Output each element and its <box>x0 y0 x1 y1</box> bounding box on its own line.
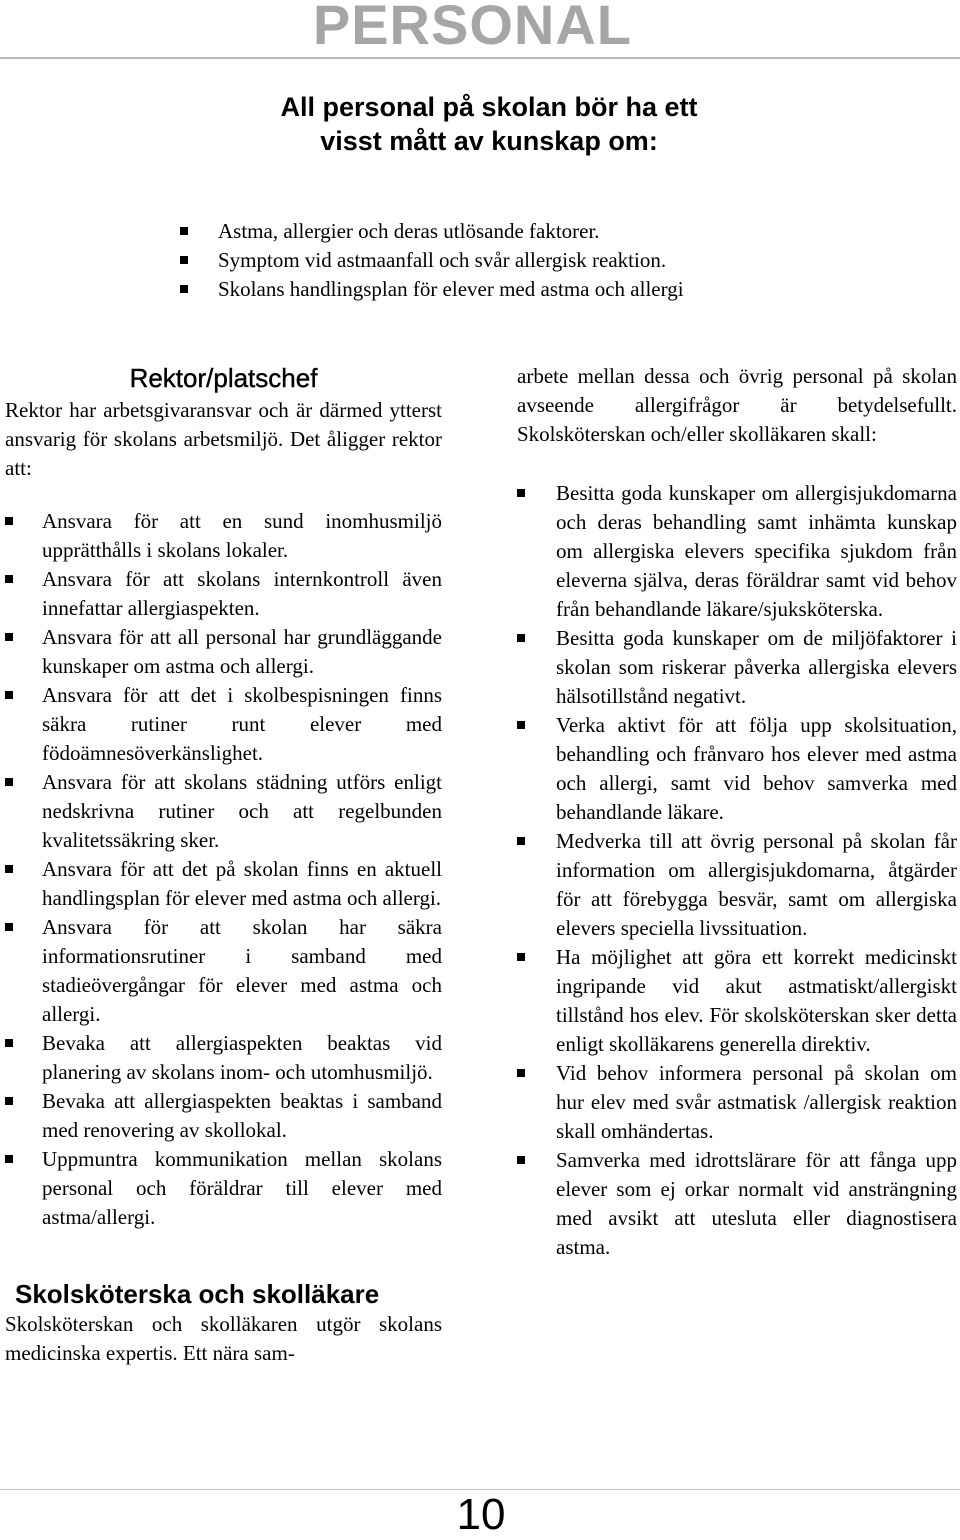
square-bullet-icon <box>517 721 525 729</box>
square-bullet-icon <box>5 575 13 583</box>
rektor-duties-list <box>5 507 442 1232</box>
list-item-text: Medverka till att övrig personal på skolan får information om allergisjukdomarna, åtgärder för att förebygga besvär, samt om allergiska elevers speciella livssituation. <box>556 829 957 940</box>
list-item <box>5 1029 442 1087</box>
list-item-text: Ansvara för att en sund inomhusmiljö upprätthålls i skolans lokaler. <box>42 509 442 562</box>
list-item-text: Ansvara för att skolans städning utförs enligt nedskrivna rutiner och att regelbunden kvalitetssäkring sker. <box>42 770 442 852</box>
list-item-text: Uppmuntra kommunikation mellan skolans personal och föräldrar till elever med astma/allergi. <box>42 1147 442 1229</box>
square-bullet-icon <box>5 633 13 641</box>
rektor-paragraph: Rektor har arbetsgivaransvar och är därmed ytterst ansvarig för skolans arbetsmiljö. Det åligger rektor att: <box>5 398 442 480</box>
list-item-text: Vid behov informera personal på skolan om hur elev med svår astmatisk /allergisk reaktion skall omhändertas. <box>556 1061 957 1143</box>
skolskoterska-duties-list <box>517 479 957 1262</box>
list-item <box>517 1146 957 1262</box>
page-title: PERSONAL <box>312 0 632 56</box>
square-bullet-icon <box>5 1039 13 1047</box>
square-bullet-icon <box>517 1069 525 1077</box>
square-bullet-icon <box>517 953 525 961</box>
list-item <box>517 711 957 827</box>
skolskoterska-heading: Skolsköterska och skolläkare <box>15 1279 380 1309</box>
skolskoterska-paragraph-start: Skolsköterskan och skolläkaren utgör skolans medicinska expertis. Ett nära sam- <box>5 1312 442 1365</box>
square-bullet-icon <box>180 227 188 235</box>
intro-heading <box>0 90 960 158</box>
list-item <box>5 507 442 565</box>
square-bullet-icon <box>517 1156 525 1164</box>
list-item-text: Skolans handlingsplan för elever med astma och allergi <box>218 277 684 301</box>
left-column <box>5 362 442 1368</box>
list-item <box>5 565 442 623</box>
list-item-text: Samverka med idrottslärare för att fånga upp elever som ej orkar normalt vid ansträngning med avsikt att utesluta eller diagnostisera astma. <box>556 1148 957 1259</box>
square-bullet-icon <box>5 865 13 873</box>
skolskoterska-paragraph-continued: arbete mellan dessa och övrig personal på skolan avseende allergifrågor är betydelsefullt. Skolsköterskan och/eller skolläkaren skall: <box>517 364 957 446</box>
list-item-text: Ha möjlighet att göra ett korrekt medicinskt ingripande vid akut astmatiskt/allergiskt tillstånd hos elev. För skolsköterskan sker detta enligt skolläkarens generella direktiv. <box>556 945 957 1056</box>
list-item-text: Verka aktivt för att följa upp skolsituation, behandling och frånvaro hos elever med astma och allergi, samt vid behov samverka med behandlande läkare. <box>556 713 957 824</box>
list-item-text: Bevaka att allergiaspekten beaktas i samband med renovering av skollokal. <box>42 1089 442 1142</box>
square-bullet-icon <box>5 778 13 786</box>
list-item <box>178 217 684 246</box>
header-rule <box>0 57 960 59</box>
list-item <box>5 623 442 681</box>
list-item-text: Besitta goda kunskaper om de miljöfaktorer i skolan som riskerar påverka allergiska elevers hälsotillstånd negativt. <box>556 626 957 708</box>
page-number: 10 <box>456 1490 506 1539</box>
intro-heading-line-2: visst mått av kunskap om: <box>320 126 658 156</box>
list-item-text: Ansvara för att all personal har grundläggande kunskaper om astma och allergi. <box>42 625 442 678</box>
right-column <box>517 362 957 1262</box>
list-item <box>517 479 957 624</box>
list-item <box>5 1145 442 1232</box>
square-bullet-icon <box>517 837 525 845</box>
intro-knowledge-list <box>178 217 684 304</box>
list-item <box>178 275 684 304</box>
rektor-heading: Rektor/platschef <box>129 363 318 393</box>
square-bullet-icon <box>5 1097 13 1105</box>
list-item-text: Astma, allergier och deras utlösande faktorer. <box>218 219 600 243</box>
list-item <box>517 1059 957 1146</box>
square-bullet-icon <box>5 517 13 525</box>
list-item <box>178 246 684 275</box>
list-item <box>5 913 442 1029</box>
square-bullet-icon <box>517 634 525 642</box>
square-bullet-icon <box>180 256 188 264</box>
square-bullet-icon <box>5 691 13 699</box>
list-item <box>517 624 957 711</box>
square-bullet-icon <box>517 489 525 497</box>
list-item-text: Besitta goda kunskaper om allergisjukdomarna och deras behandling samt inhämta kunskap om allergiska elevers specifika sjukdom från eleverna själva, deras föräldrar samt vid behov från behandlande läkare/sjuksköterska. <box>556 481 957 621</box>
list-item <box>517 827 957 943</box>
list-item-text: Ansvara för att skolans internkontroll även innefattar allergiaspekten. <box>42 567 442 620</box>
list-item-text: Ansvara för att det på skolan finns en aktuell handlingsplan för elever med astma och allergi. <box>42 857 442 910</box>
list-item <box>517 943 957 1059</box>
list-item <box>5 681 442 768</box>
list-item-text: Ansvara för att det i skolbespisningen finns säkra rutiner runt elever med födoämnesöverkänslighet. <box>42 683 442 765</box>
list-item-text: Ansvara för att skolan har säkra informationsrutiner i samband med stadieövergångar för elever med astma och allergi. <box>42 915 442 1026</box>
list-item <box>5 768 442 855</box>
list-item-text: Bevaka att allergiaspekten beaktas vid planering av skolans inom- och utomhusmiljö. <box>42 1031 442 1084</box>
square-bullet-icon <box>180 285 188 293</box>
list-item-text: Symptom vid astmaanfall och svår allergisk reaktion. <box>218 248 667 272</box>
square-bullet-icon <box>5 923 13 931</box>
list-item <box>5 855 442 913</box>
list-item <box>5 1087 442 1145</box>
square-bullet-icon <box>5 1155 13 1163</box>
intro-heading-line-1: All personal på skolan bör ha ett <box>280 92 698 122</box>
